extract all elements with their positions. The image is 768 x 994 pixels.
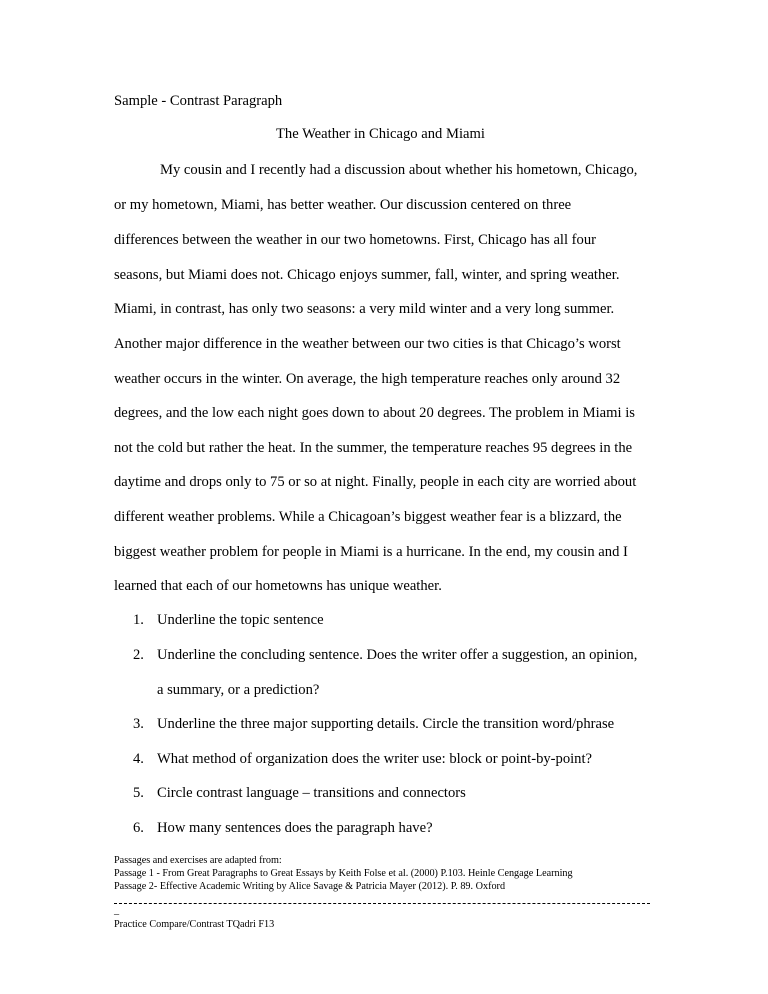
question-item	[133, 717, 614, 732]
paragraph-line: biggest weather problem for people in Miami is a hurricane. In the end, my cousin and I	[114, 544, 628, 560]
source-citation: Passage 2- Effective Academic Writing by Alice Savage & Patricia Mayer (2012). P. 89. Oxford	[114, 881, 506, 892]
question-text: Underline the topic sentence	[157, 612, 324, 628]
paragraph-line: Another major difference in the weather between our two cities is that Chicago’s worst	[114, 336, 621, 352]
paragraph-line: seasons, but Miami does not. Chicago enjoys summer, fall, winter, and spring weather.	[114, 267, 620, 283]
paragraph-line: differences between the weather in our two hometowns. First, Chicago has all four	[114, 232, 596, 248]
document-label: Sample - Contrast Paragraph	[114, 93, 283, 109]
paragraph-line: Miami, in contrast, has only two seasons: a very mild winter and a very long summer.	[114, 301, 615, 317]
paragraph-line: My cousin and I recently had a discussion about whether his hometown, Chicago,	[160, 162, 638, 178]
question-item	[133, 648, 637, 663]
paragraph-line: degrees, and the low each night goes down to about 20 degrees. The problem in Miami is	[114, 405, 635, 421]
question-item	[133, 821, 433, 836]
sources-heading: Passages and exercises are adapted from:	[114, 855, 282, 866]
divider-tail: _	[114, 905, 120, 916]
divider-line	[114, 903, 650, 904]
question-number: 2.	[133, 647, 144, 663]
document-title: The Weather in Chicago and Miami	[276, 126, 485, 142]
question-number: 1.	[133, 612, 144, 628]
paragraph-line: different weather problems. While a Chicagoan’s biggest weather fear is a blizzard, the	[114, 509, 622, 525]
paragraph-line: weather occurs in the winter. On average, the high temperature reaches only around 32	[114, 371, 621, 387]
paragraph-line: not the cold but rather the heat. In the summer, the temperature reaches 95 degrees in the	[114, 440, 633, 456]
paragraph-line: learned that each of our hometowns has unique weather.	[114, 578, 442, 594]
question-item	[133, 752, 592, 767]
question-item	[133, 613, 324, 628]
paragraph-line: daytime and drops only to 75 or so at night. Finally, people in each city are worried about	[114, 474, 637, 490]
question-text: Circle contrast language – transitions and connectors	[157, 785, 466, 801]
question-number: 3.	[133, 716, 144, 732]
footer-text: Practice Compare/Contrast TQadri F13	[114, 919, 275, 930]
source-citation: Passage 1 - From Great Paragraphs to Great Essays by Keith Folse et al. (2000) P.103. Heinle Cengage Learning	[114, 868, 573, 879]
question-item	[133, 786, 466, 801]
question-number: 5.	[133, 785, 144, 801]
question-text: Underline the concluding sentence. Does the writer offer a suggestion, an opinion,	[157, 647, 638, 663]
question-number: 6.	[133, 820, 144, 836]
question-text: What method of organization does the writer use: block or point-by-point?	[157, 751, 592, 767]
question-text: Underline the three major supporting details. Circle the transition word/phrase	[157, 716, 615, 732]
paragraph-line: or my hometown, Miami, has better weather. Our discussion centered on three	[114, 197, 572, 213]
question-number: 4.	[133, 751, 144, 767]
question-text: How many sentences does the paragraph have?	[157, 820, 433, 836]
question-continuation: a summary, or a prediction?	[157, 682, 320, 698]
